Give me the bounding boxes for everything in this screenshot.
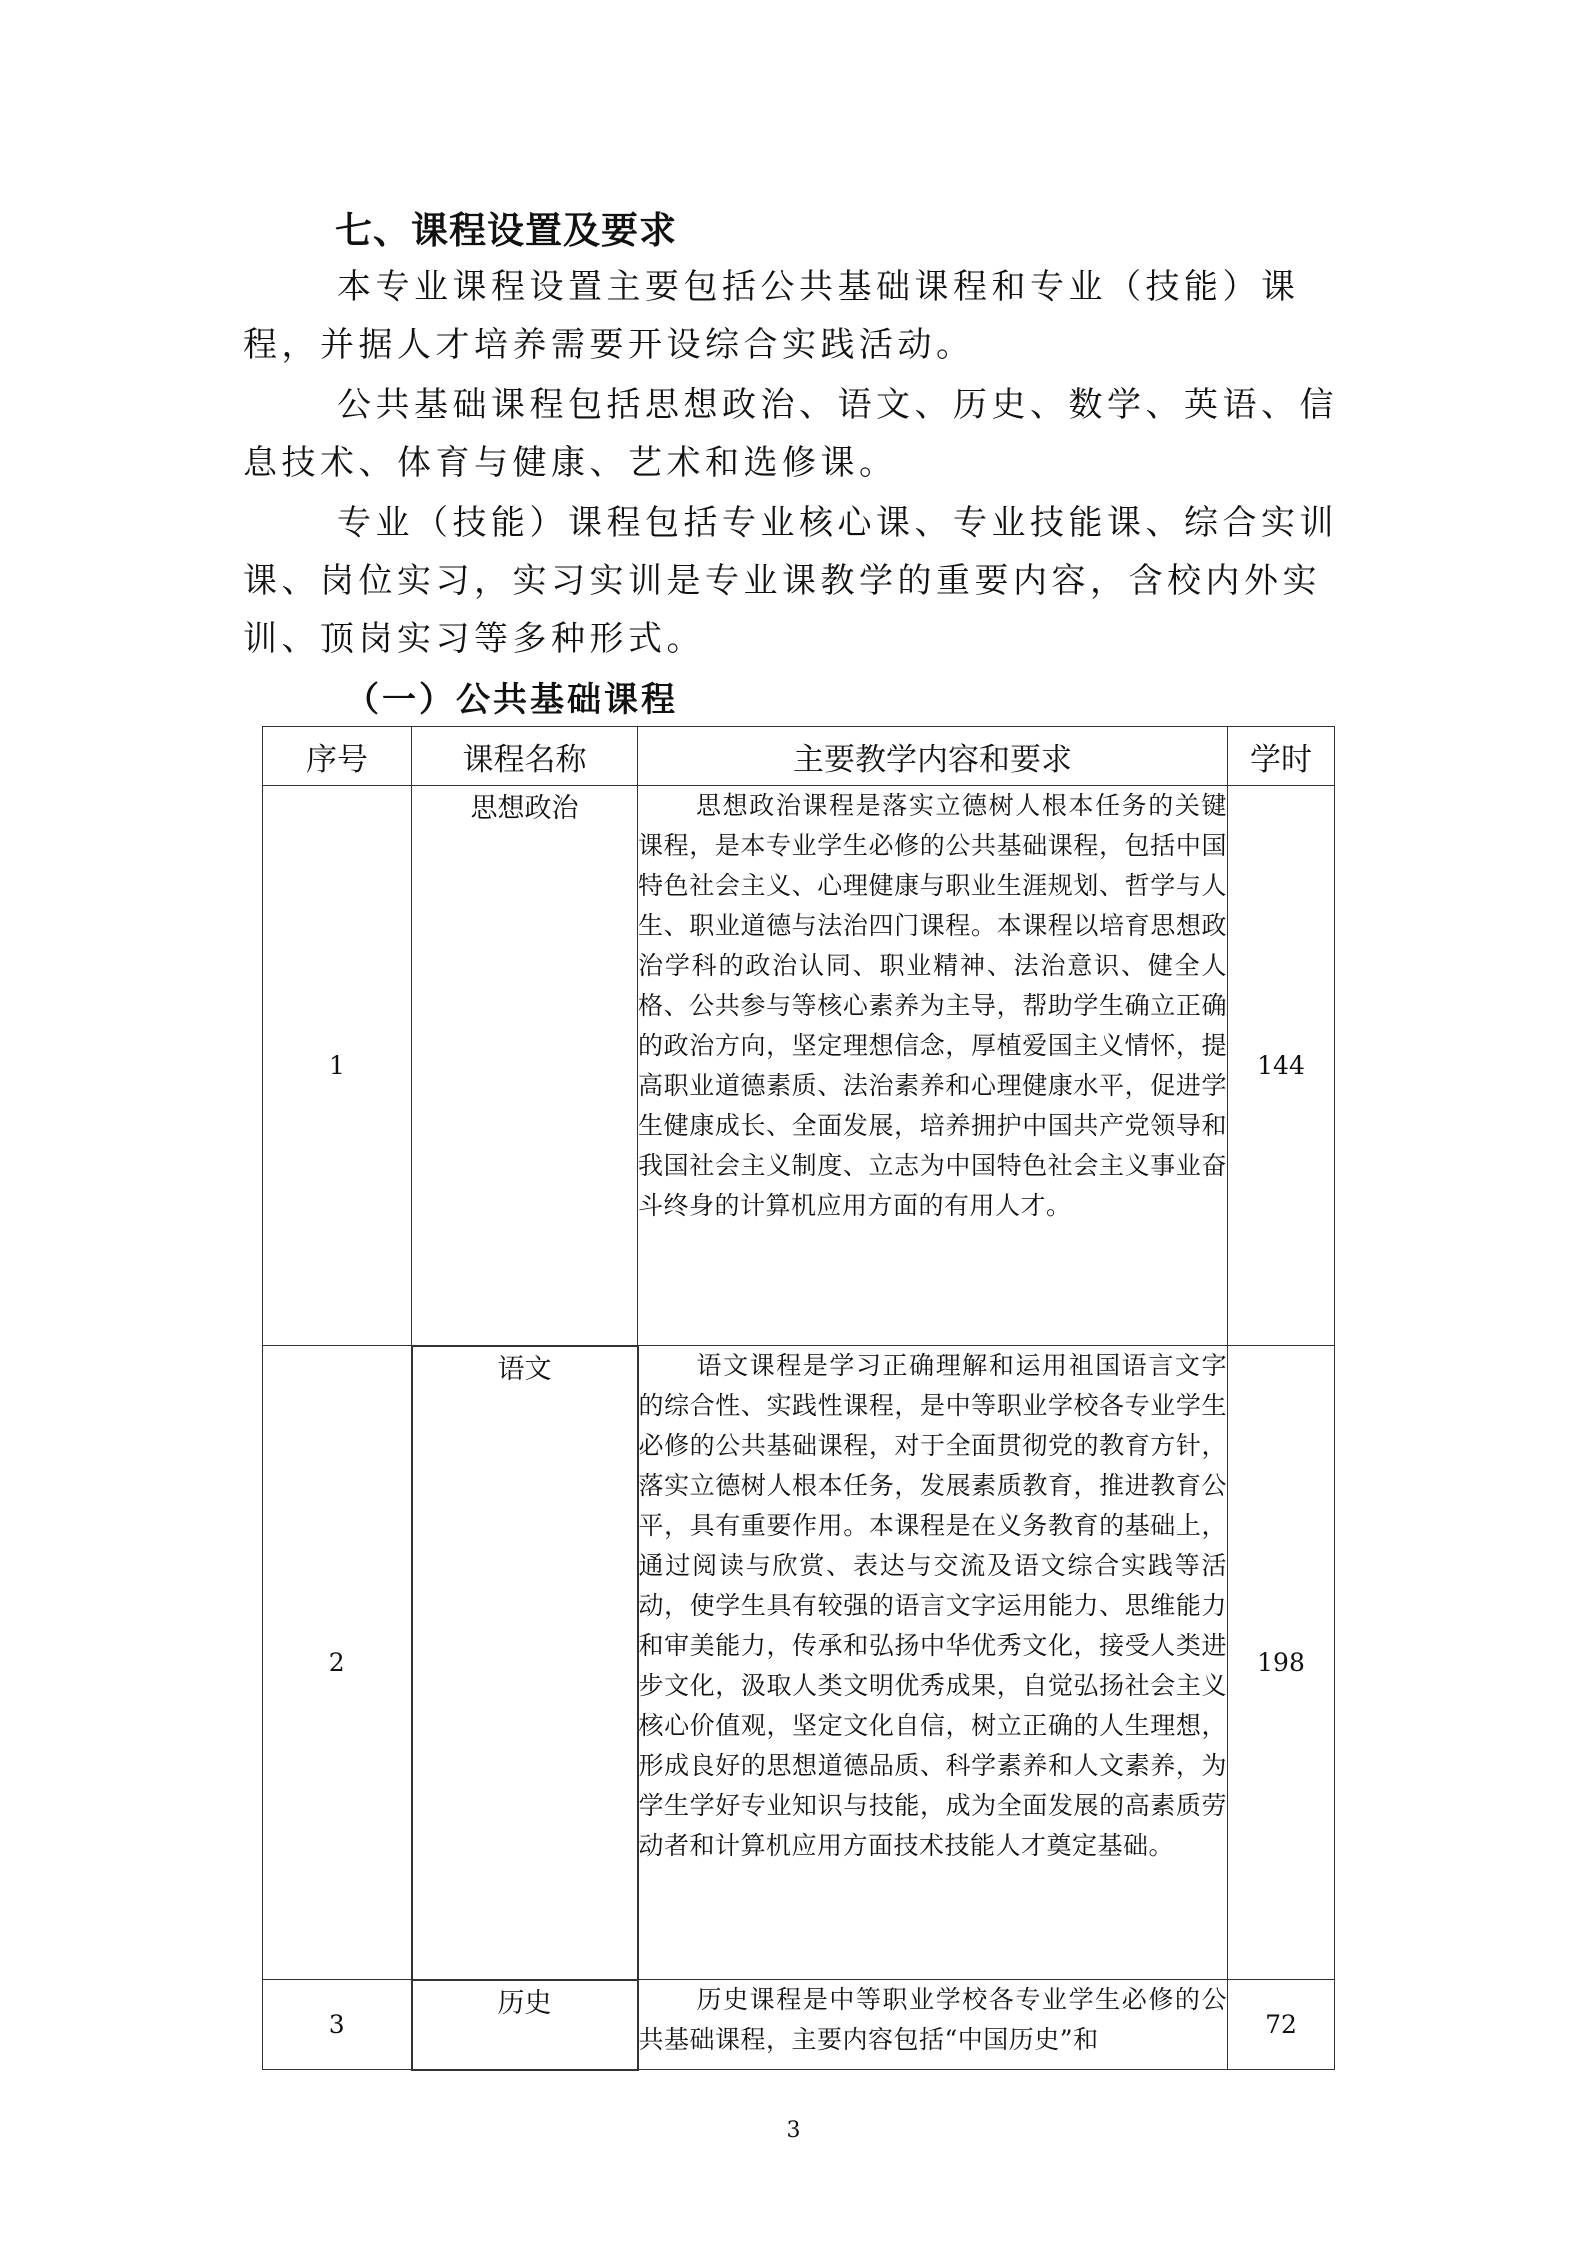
course-hours: 144 [1228, 786, 1335, 1346]
table-row [263, 1980, 1335, 2070]
course-name: 语文 [412, 1346, 638, 1980]
professional-courses-paragraph: 专业（技能）课程包括专业核心课、专业技能课、综合实训课、岗位实习，实习实训是专业课教学的重要内容，含校内外实训、顶岗实习等多种形式。 [243, 503, 1338, 659]
course-content: 思想政治课程是落实立德树人根本任务的关键课程，是本专业学生必修的公共基础课程，包括中国特色社会主义、心理健康与职业生涯规划、哲学与人生、职业道德与法治四门课程。本课程以培育思想政治学科的政治认同、职业精神、法治意识、健全人格、公共参与等核心素养为主导，帮助学生确立正确的政治方向，坚定理想信念，厚植爱国主义情怀，提高职业道德素质、法治素养和心理健康水平，促进学生健康成长、全面发展，培养拥护中国共产党领导和我国社会主义制度、立志为中国特色社会主义事业奋斗终身的计算机应用方面的有用人才。 [638, 786, 1228, 1346]
header-hours: 学时 [1228, 727, 1335, 786]
row-number: 3 [263, 1980, 412, 2070]
course-content: 语文课程是学习正确理解和运用祖国语言文字的综合性、实践性课程，是中等职业学校各专业学生必修的公共基础课程，对于全面贯彻党的教育方针，落实立德树人根本任务，发展素质教育，推进教育公平，具有重要作用。本课程是在义务教育的基础上，通过阅读与欣赏、表达与交流及语文综合实践等活动，使学生具有较强的语言文字运用能力、思维能力和审美能力，传承和弘扬中华优秀文化，接受人类进步文化，汲取人类文明优秀成果，自觉弘扬社会主义核心价值观，坚定文化自信，树立正确的人生理想，形成良好的思想道德品质、科学素养和人文素养，为学生学好专业知识与技能，成为全面发展的高素质劳动者和计算机应用方面技术技能人才奠定基础。 [638, 1346, 1228, 1980]
course-hours: 72 [1228, 1980, 1335, 2070]
subsection-title: （一）公共基础课程 [345, 680, 678, 720]
intro-paragraph: 本专业课程设置主要包括公共基础课程和专业（技能）课程，并据人才培养需要开设综合实践活动。 [243, 267, 1300, 365]
header-content: 主要教学内容和要求 [638, 727, 1228, 786]
table-header-row [263, 727, 1335, 786]
row-number: 1 [263, 786, 412, 1346]
row-number: 2 [263, 1346, 412, 1980]
page-number: 3 [786, 2118, 801, 2143]
public-courses-paragraph: 公共基础课程包括思想政治、语文、历史、数学、英语、信息技术、体育与健康、艺术和选修课。 [243, 385, 1338, 483]
public-courses-table [262, 726, 1335, 2071]
course-hours: 198 [1228, 1346, 1335, 1980]
course-name: 思想政治 [412, 786, 638, 1346]
course-name: 历史 [412, 1980, 638, 2070]
header-number: 序号 [263, 727, 412, 786]
header-course-name: 课程名称 [412, 727, 638, 786]
table-row [263, 786, 1335, 1346]
section-title: 七、课程设置及要求 [335, 209, 677, 252]
course-content: 历史课程是中等职业学校各专业学生必修的公共基础课程，主要内容包括“中国历史”和 [638, 1980, 1228, 2070]
table-row [263, 1346, 1335, 1980]
